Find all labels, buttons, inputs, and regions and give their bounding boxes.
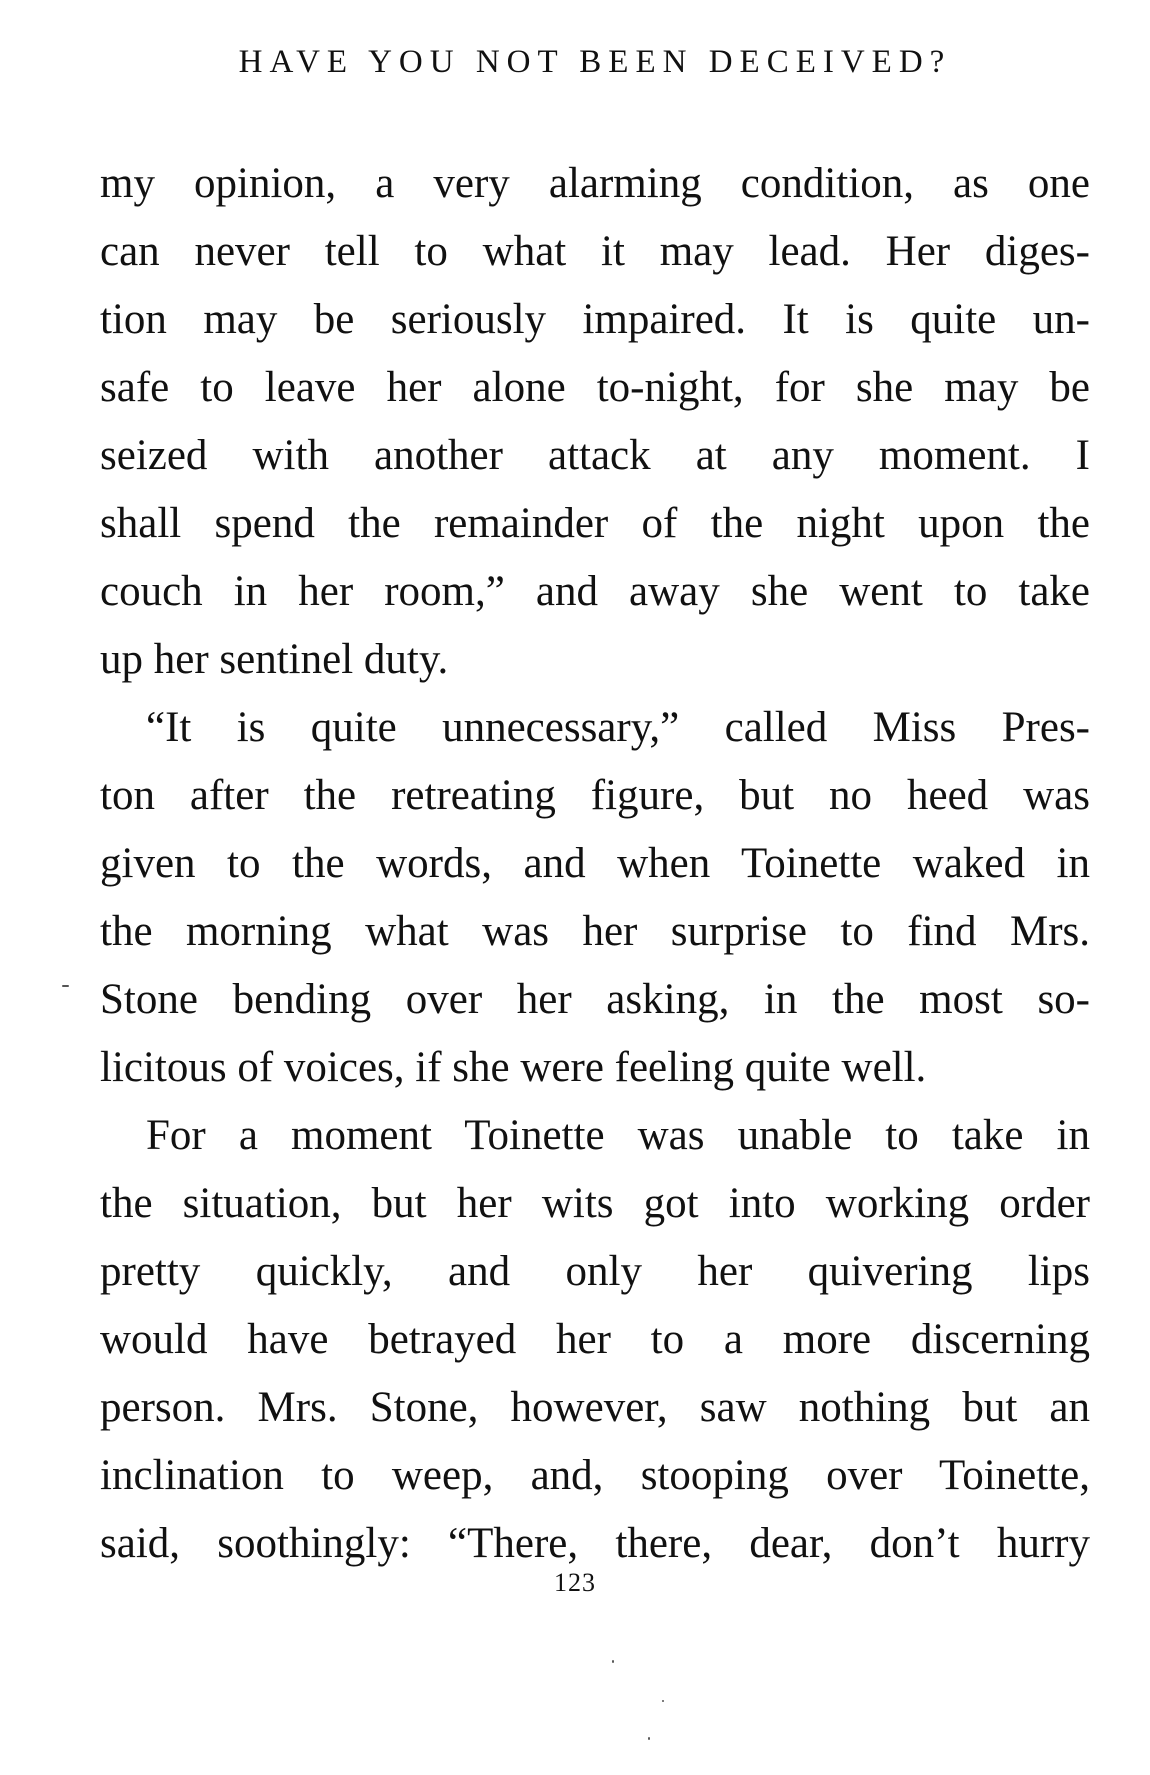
ink-speck — [662, 1700, 664, 1702]
body-text — [100, 150, 1090, 1578]
text-line: Stone bending over her asking, in the most so- — [100, 976, 1090, 1023]
text-line: tion may be seriously impaired. It is quite un- — [100, 296, 1090, 343]
text-line: “It is quite unnecessary,” called Miss Pres- — [146, 704, 1090, 751]
ink-speck — [612, 1660, 614, 1663]
text-line: inclination to weep, and, stooping over Toinette, — [100, 1452, 1090, 1499]
page-number: 123 — [554, 1568, 596, 1597]
ink-speck — [62, 985, 69, 987]
text-line: couch in her room,” and away she went to take — [100, 568, 1090, 615]
ink-speck — [648, 1737, 650, 1740]
text-line: For a moment Toinette was unable to take in — [146, 1112, 1090, 1159]
text-line: my opinion, a very alarming condition, as one — [100, 160, 1090, 207]
text-line: the morning what was her surprise to find Mrs. — [100, 908, 1090, 955]
text-line: said, soothingly: “There, there, dear, don’t hurry — [100, 1520, 1090, 1567]
text-line: would have betrayed her to a more discerning — [100, 1316, 1090, 1363]
text-line: shall spend the remainder of the night upon the — [100, 500, 1090, 547]
text-line: pretty quickly, and only her quivering lips — [100, 1248, 1090, 1295]
text-line: up her sentinel duty. — [100, 636, 449, 683]
text-line: the situation, but her wits got into working order — [100, 1180, 1090, 1227]
running-head: HAVE YOU NOT BEEN DECEIVED? — [238, 44, 952, 80]
text-line: ton after the retreating figure, but no heed was — [100, 772, 1090, 819]
text-line: seized with another attack at any moment. I — [100, 432, 1090, 479]
text-line: licitous of voices, if she were feeling quite well. — [100, 1044, 927, 1091]
text-line: safe to leave her alone to-night, for she may be — [100, 364, 1090, 411]
text-line: given to the words, and when Toinette waked in — [100, 840, 1090, 887]
text-line: person. Mrs. Stone, however, saw nothing but an — [100, 1384, 1090, 1431]
text-line: can never tell to what it may lead. Her diges- — [100, 228, 1090, 275]
